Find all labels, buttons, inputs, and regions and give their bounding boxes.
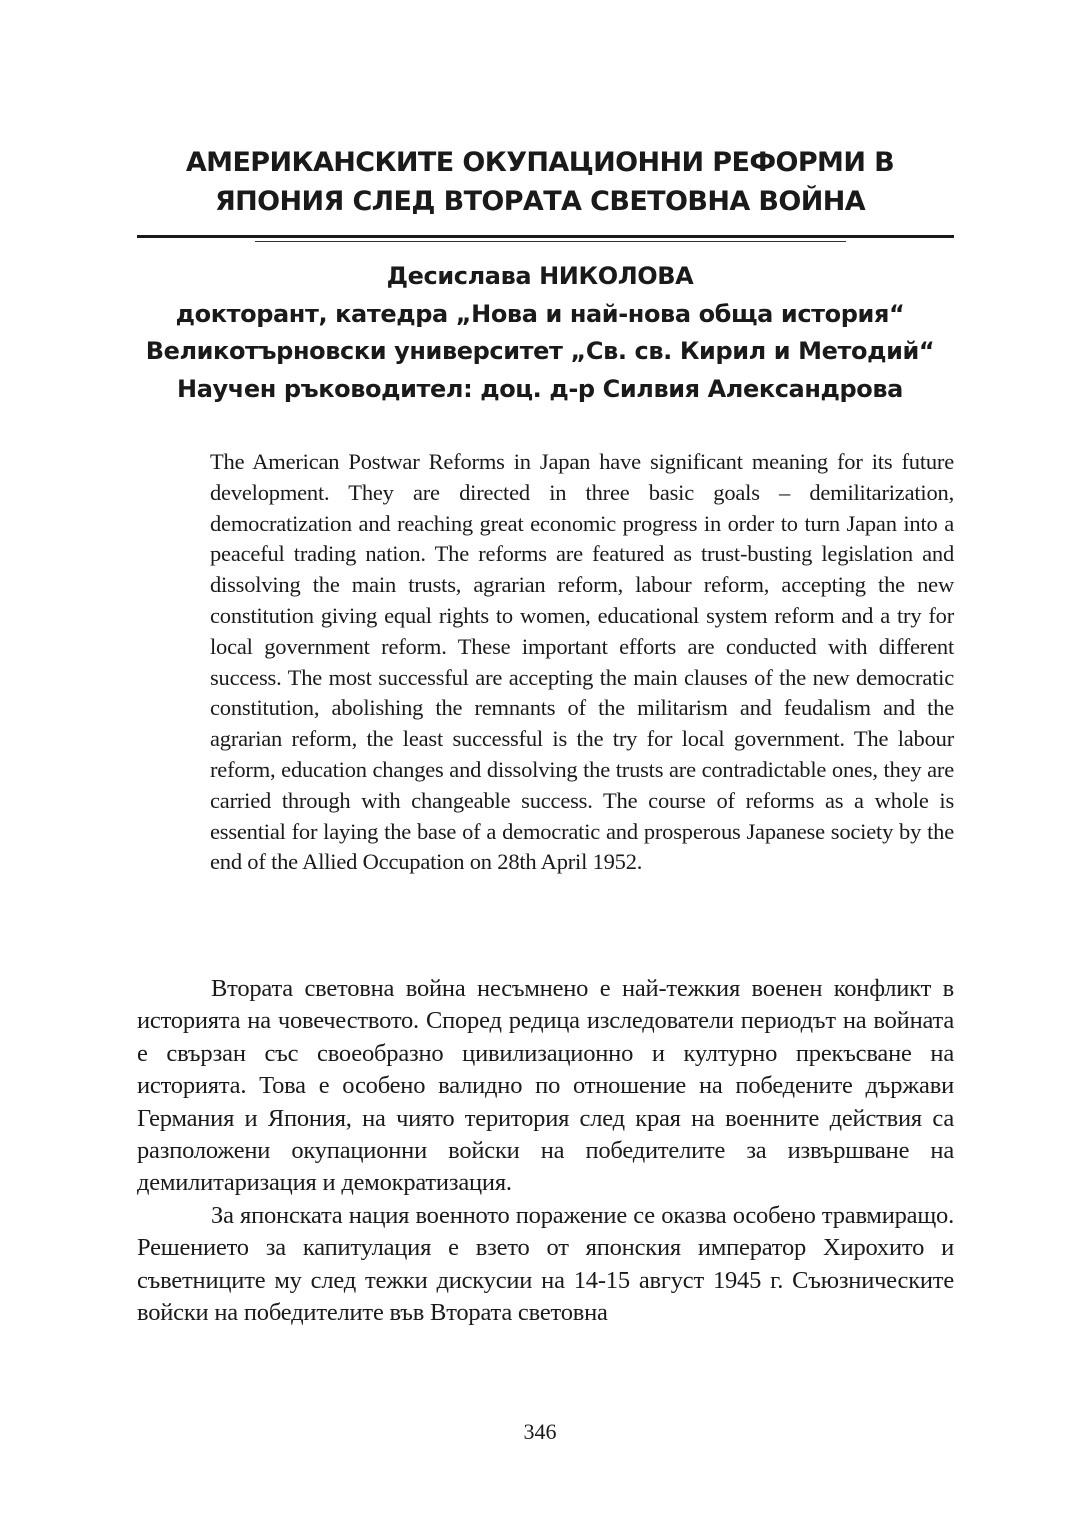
author-name: Десислава НИКОЛОВА xyxy=(386,262,694,290)
abstract xyxy=(210,447,954,878)
article-title-line-1: АМЕРИКАНСКИТЕ ОКУПАЦИОННИ РЕФОРМИ В xyxy=(185,147,895,178)
author-position: докторант, катедра „Нова и най-нова обща история“ xyxy=(175,299,905,328)
body-paragraph-2: За японската нация военното поражение се оказва особено травмиращо. Решението за капитулация е взето от японския император Хирохито и съветниците му след тежки дискусии на 14-15 август 1945 г. Съюзническите войски на победителите във Втората световна xyxy=(137,1201,954,1327)
title-rule-thin xyxy=(255,241,846,242)
author-university: Великотърновски университет „Св. св. Кирил и Методий“ xyxy=(145,337,935,365)
author-block xyxy=(110,258,970,408)
abstract-text: The American Postwar Reforms in Japan have significant meaning for its future development. They are directed in three basic goals – demilitarization, democratization and reaching great economic progress in order to turn Japan into a peaceful trading nation. The reforms are featured as trust-busting legislation and dissolving the main trusts, agrarian reform, labour reform, accepting the new constitution giving equal rights to women, educational system reform and a try for local government reform. These important efforts are conducted with different success. The most successful are accepting the main clauses of the new democratic constitution, abolishing the remnants of the militarism and feudalism and the agrarian reform, the least successful is the try for local government. The labour reform, education changes and dissolving the trusts are contradictable ones, they are carried through with changeable success. The course of reforms as a whole is essential for laying the base of a democratic and prosperous Japanese society by the end of the Allied Occupation on 28th April 1952. xyxy=(210,449,954,875)
title-rule-thick xyxy=(137,235,954,238)
body-paragraph-1: Втората световна война несъмнено е най-тежкия военен конфликт в историята на човечеството. Според редица изследователи периодът на войната е свързан със своеобразно цивилизационно и културно прекъсване на историята. Това е особено валидно по отношение на победените държави Германия и Япония, на чиято територия след края на военните действия са разположени окупационни войски на победителите за извършване на демилитаризация и демократизация. xyxy=(137,975,954,1197)
author-supervisor: Научен ръководител: доц. д-р Силвия Александрова xyxy=(177,374,903,403)
article-title xyxy=(120,143,960,221)
body-text xyxy=(137,973,954,1329)
page-number: 346 xyxy=(523,1419,557,1444)
article-title-line-2: ЯПОНИЯ СЛЕД ВТОРАТА СВЕТОВНА ВОЙНА xyxy=(214,186,866,217)
